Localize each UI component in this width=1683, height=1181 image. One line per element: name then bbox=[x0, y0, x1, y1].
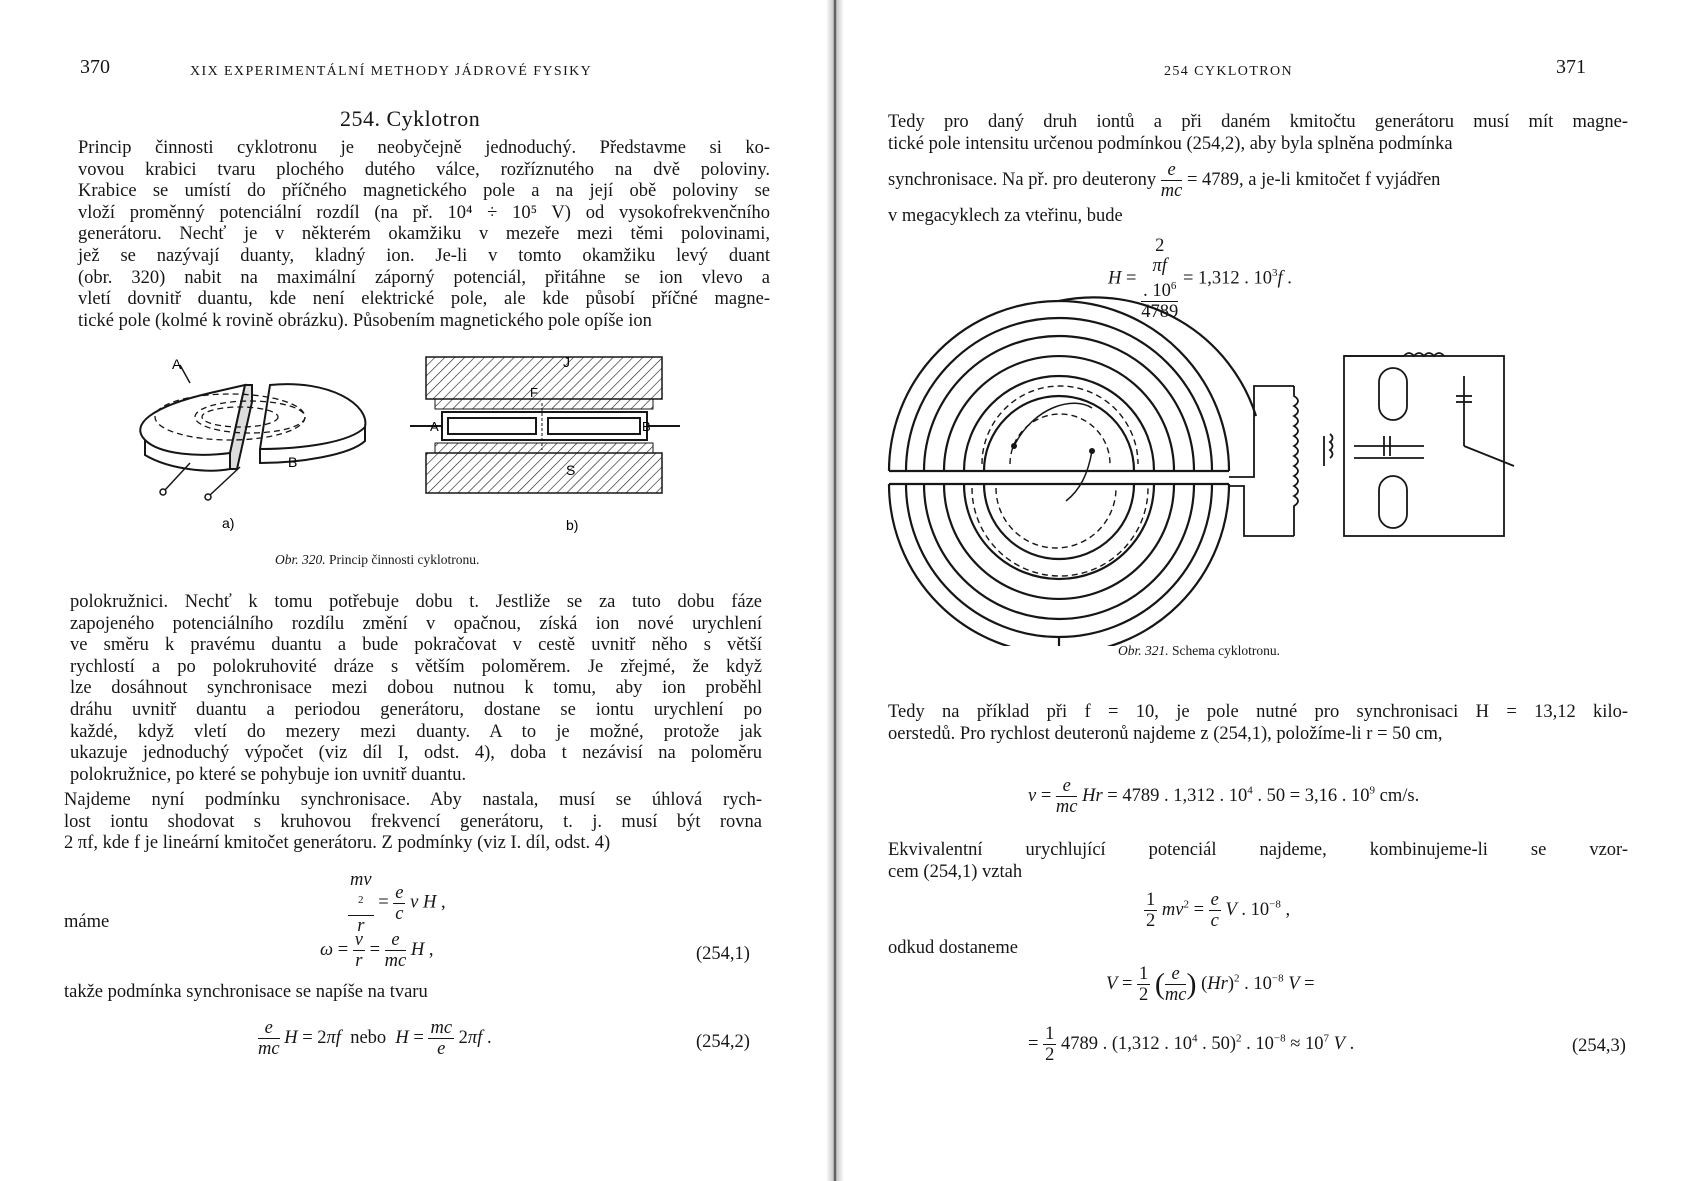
caption-text: Princip činnosti cyklotronu. bbox=[329, 552, 480, 567]
figure-321 bbox=[884, 296, 1534, 646]
text-line: Tedy pro daný druh iontů a při daném kmitočtu generátoru musí mít magne- bbox=[888, 112, 1628, 132]
text-line: ukazuje jednoduchý výpočet (viz díl I, odst. 4), doba t nezávisí na poloměru bbox=[70, 743, 762, 764]
paragraph-potential bbox=[888, 840, 1628, 883]
text-line: polokružnici. Nechť k tomu potřebuje dobu t. Jestliže se za tuto dobu fáze bbox=[70, 592, 762, 612]
book-gutter bbox=[826, 0, 844, 1181]
equation-number-254-1: (254,1) bbox=[696, 944, 750, 964]
paragraph-synchronisation bbox=[64, 790, 762, 855]
equation-H: H = 2 πf . $10^6$ 4789 = 1,312 . $10^3f$ . bbox=[1108, 236, 1292, 323]
spiral-dees bbox=[889, 297, 1256, 646]
text-line: tické pole (kolmé k rovině obrázku). Působením magnetického pole opíše ion bbox=[78, 310, 652, 331]
text-line: Krabice se umístí do příčného magnetického pole a na její obě poloviny se bbox=[78, 181, 770, 202]
text-line: lze dosáhnout synchronisace mezi dobou nutnou k tomu, aby ion proběhl bbox=[70, 678, 762, 699]
text-4789: = 4789, a je-li kmitočet f vyjádřen bbox=[1187, 169, 1441, 190]
fig-label-J: J bbox=[563, 355, 570, 370]
equation-velocity: v = $\frac{e}{mc}$ Hr = 4789 . 1,312 . $10^4$ . 50 = 3,16 . $10^9$ cm/s. bbox=[1028, 776, 1420, 817]
text-line: zapojeného potenciálního rozdílu změní v opačnou, získá ion nové urychlení bbox=[70, 613, 762, 634]
paragraph-principle bbox=[78, 138, 770, 332]
section-title: 254. Cyklotron bbox=[340, 106, 481, 131]
figure-320 bbox=[130, 355, 700, 535]
page-number: 371 bbox=[1556, 56, 1586, 78]
magnet-cross-section bbox=[410, 357, 680, 493]
text-line: vovou krabici tvaru plochého dutého válce, rozříznutého na dvě poloviny. bbox=[78, 159, 770, 180]
dee-right-drawing bbox=[260, 384, 365, 463]
fig-label-a: a) bbox=[222, 515, 235, 531]
text-line: vloží proměnný potenciální rozdíl (na př. 10⁴ ÷ 10⁵ V) od vysokofrekvenčního bbox=[78, 202, 770, 223]
text-line: Najdeme nyní podmínku synchronisace. Aby nastala, musí se úhlová rych- bbox=[64, 790, 762, 810]
paragraph-example bbox=[888, 702, 1628, 745]
equation-energy: $\frac{1}{2}$ $mv^2$ = $\frac{e}{c}$ V . $10^{-8}$ , bbox=[1146, 890, 1291, 931]
dee-left-drawing bbox=[140, 385, 252, 471]
equation-number-254-2: (254,2) bbox=[696, 1032, 750, 1052]
text-line: Ekvivalentní urychlující potenciál najdeme, kombinujeme-li se vzor- bbox=[888, 840, 1628, 860]
running-head: 254 CYKLOTRON bbox=[1164, 64, 1294, 79]
text-line: cem (254,1) vztah bbox=[888, 861, 1023, 882]
text-takze: takže podmínka synchronisace se napíše na tvaru bbox=[64, 982, 428, 1002]
word-mame: máme bbox=[64, 912, 110, 932]
equation-V: V = $\frac{1}{2}$ ( $\frac{e}{mc}$ ) $(Hr)^2$ . $10^{-8}$ V = bbox=[1106, 964, 1315, 1005]
text-line: jež se nazývají duanty, kladný ion. Je-li v tomto okamžiku levý duant bbox=[78, 245, 770, 266]
fig-label-B2: B bbox=[642, 419, 651, 434]
text-line: (obr. 320) nabit na maximální záporný potenciál, přitáhne se ion vlevo a bbox=[78, 267, 770, 288]
caption-text: Schema cyklotronu. bbox=[1172, 643, 1280, 658]
page-number: 370 bbox=[80, 56, 110, 78]
text-line: polokružnice, po které se pohybuje ion uvnitř duantu. bbox=[70, 764, 467, 785]
running-head: XIX EXPERIMENTÁLNÍ METHODY JÁDROVÉ FYSIKY bbox=[190, 64, 593, 79]
equation-number-254-3: (254,3) bbox=[1572, 1036, 1626, 1056]
ion-path bbox=[972, 386, 1148, 576]
equation-omega: ω = $\frac{v}{r}$ = $\frac{e}{mc}$ H , bbox=[320, 930, 434, 971]
fig-label-A2: A bbox=[430, 419, 439, 434]
text-deuterons-line: synchronisace. Na př. pro deuterony $\frac{e}{mc}$ = 4789, a je-li kmitočet f vyjádřen bbox=[888, 160, 1441, 201]
fig-label-F: F bbox=[530, 385, 538, 400]
text-line: rychlostí a po polokruhovité dráze s větším poloměrem. Je zřejmé, že když bbox=[70, 656, 762, 677]
caption-prefix: Obr. 320. bbox=[275, 552, 326, 567]
text-line: 2 πf, kde f je lineární kmitočet generátoru. Z podmínky (viz I. díl, odst. 4) bbox=[64, 833, 611, 854]
right-page bbox=[844, 0, 1683, 1181]
figure-321-caption bbox=[1118, 643, 1280, 659]
text-odkud: odkud dostaneme bbox=[888, 938, 1018, 958]
text-synchronisace: synchronisace. Na př. pro deuterony bbox=[888, 169, 1157, 190]
text-megacycles: v megacyklech za vteřinu, bude bbox=[888, 206, 1123, 226]
text-line: Princip činnosti cyklotronu je neobyčejně jednoduchý. Představme si ko- bbox=[78, 138, 770, 158]
text-line: vletí dovnitř duantu, kde není elektrické pole, ale kde působí příčné magne- bbox=[78, 289, 770, 310]
fig-label-B: B bbox=[288, 454, 298, 470]
fig-label-b: b) bbox=[566, 517, 579, 533]
text-line: oerstedů. Pro rychlost deuteronů najdeme z (254,1), položíme-li r = 50 cm, bbox=[888, 723, 1443, 744]
text-line: Tedy na příklad při f = 10, je pole nutné pro synchronisaci H = 13,12 kilo- bbox=[888, 702, 1628, 722]
text-line: lost iontu shodovat s kruhovou frekvencí generátoru, t. j. musí být rovna bbox=[64, 811, 762, 832]
text-line: generátoru. Nechť je v některém okamžiku v mezeře mezi těmi polovinami, bbox=[78, 224, 770, 245]
text-line: dráhu uvnitř duantu a periodou generátoru, dostane se iontu urychlení po bbox=[70, 699, 762, 720]
equation-sync-condition: $\frac{e}{mc}$ H = 2πf nebo H = $\frac{mc}{e}$ 2πf . bbox=[258, 1018, 492, 1059]
equation-V-value: = $\frac{1}{2}$ 4789 . (1,312 . $10^4$ . 50)$^2$ . $10^{-8} \approx 10^7$ V . bbox=[1028, 1024, 1355, 1065]
text-line: tické pole intensitu určenou podmínkou (254,2), aby byla splněna podmínka bbox=[888, 133, 1453, 154]
equation-force: mv $^2$ r = $\frac{e}{c}$ v H , bbox=[350, 870, 446, 937]
text-line: každé, když vletí do mezery mezi duanty. A to je možné, protože jak bbox=[70, 721, 762, 742]
text-line: ve směru k pravému duantu a bude pokračovat v cestě uvnitř něho s větší bbox=[70, 635, 762, 656]
paragraph-semicircle bbox=[70, 592, 762, 786]
left-page bbox=[0, 0, 826, 1181]
caption-prefix: Obr. 321. bbox=[1118, 643, 1169, 658]
oscillator-circuit bbox=[1229, 353, 1514, 536]
paragraph-intensity bbox=[888, 112, 1628, 155]
fig-label-S: S bbox=[566, 462, 576, 478]
figure-320-caption bbox=[275, 552, 479, 568]
fig-label-A: A bbox=[172, 356, 182, 372]
